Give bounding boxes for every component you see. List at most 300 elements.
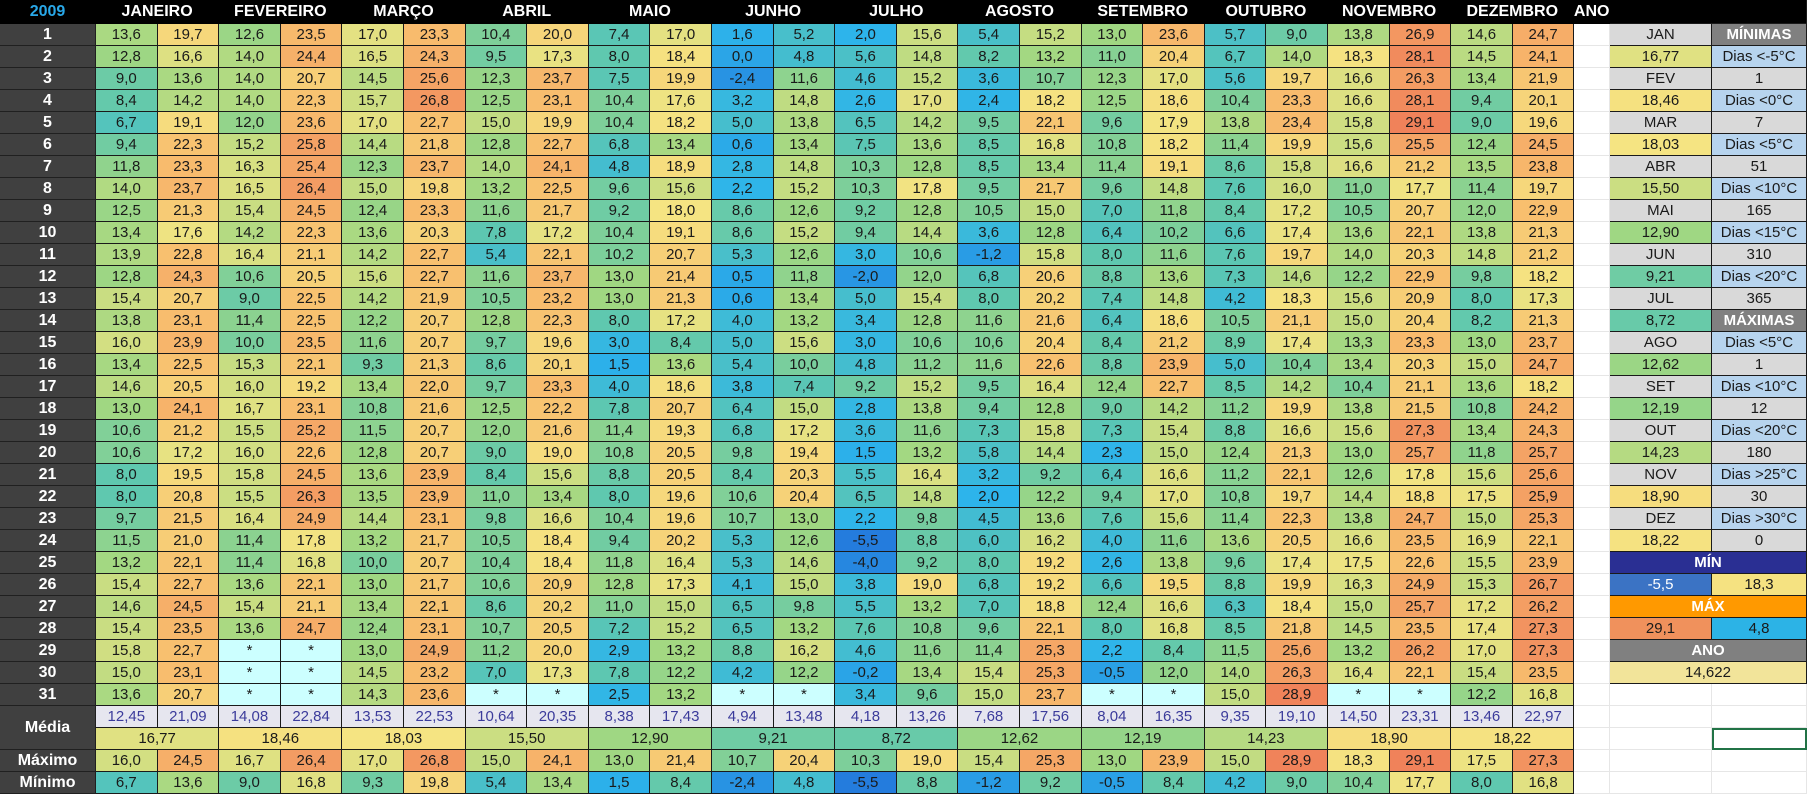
temperature-cell[interactable]: 15,2 xyxy=(1020,24,1082,46)
empty-cell[interactable] xyxy=(1574,442,1610,464)
temperature-cell[interactable]: 20,3 xyxy=(774,464,836,486)
temperature-cell[interactable]: 1,5 xyxy=(589,354,651,376)
temperature-cell[interactable]: 15,4 xyxy=(219,596,281,618)
temperature-cell[interactable]: 17,8 xyxy=(1390,464,1452,486)
temperature-cell[interactable]: 24,1 xyxy=(1513,46,1575,68)
month-average[interactable]: 12,62 xyxy=(1610,354,1712,376)
temperature-cell[interactable]: 22,1 xyxy=(1266,464,1328,486)
temperature-cell[interactable]: 11,6 xyxy=(342,332,404,354)
temperature-cell[interactable]: 15,0 xyxy=(1328,596,1390,618)
temperature-cell[interactable]: 11,0 xyxy=(1082,46,1144,68)
temperature-cell[interactable]: 22,3 xyxy=(1266,508,1328,530)
day-count[interactable]: 7 xyxy=(1712,112,1807,134)
temperature-cell[interactable]: 22,1 xyxy=(158,552,220,574)
empty-cell[interactable] xyxy=(1574,332,1610,354)
empty-cell[interactable] xyxy=(1574,178,1610,200)
temperature-cell[interactable]: 14,2 xyxy=(1143,398,1205,420)
temperature-cell[interactable]: 26,3 xyxy=(281,486,343,508)
temperature-cell[interactable]: 20,4 xyxy=(1143,46,1205,68)
empty-cell[interactable] xyxy=(1610,684,1712,706)
minimo-value[interactable]: 13,4 xyxy=(527,772,589,794)
temperature-cell[interactable]: 10,6 xyxy=(96,442,158,464)
month-label[interactable]: OUT xyxy=(1610,420,1712,442)
temperature-cell[interactable]: 15,8 xyxy=(1020,244,1082,266)
temperature-cell[interactable]: 13,0 xyxy=(589,288,651,310)
temperature-cell[interactable]: 10,5 xyxy=(466,530,528,552)
temperature-cell[interactable]: * xyxy=(1143,684,1205,706)
temperature-cell[interactable]: 13,6 xyxy=(342,464,404,486)
minimo-value[interactable]: 13,6 xyxy=(158,772,220,794)
temperature-cell[interactable]: 13,8 xyxy=(1328,508,1390,530)
empty-cell[interactable] xyxy=(1574,706,1610,728)
temperature-cell[interactable]: 16,3 xyxy=(219,156,281,178)
temperature-cell[interactable]: 9,6 xyxy=(1205,552,1267,574)
threshold-label[interactable]: Dias <-5°C xyxy=(1712,46,1807,68)
temperature-cell[interactable]: 21,3 xyxy=(1266,442,1328,464)
temperature-cell[interactable]: 13,8 xyxy=(897,398,959,420)
temperature-cell[interactable]: 6,0 xyxy=(958,530,1020,552)
temperature-cell[interactable]: 10,8 xyxy=(1082,134,1144,156)
temperature-cell[interactable]: 8,0 xyxy=(589,486,651,508)
temperature-cell[interactable]: * xyxy=(466,684,528,706)
temperature-cell[interactable]: 11,8 xyxy=(774,266,836,288)
temperature-cell[interactable]: 10,4 xyxy=(1205,90,1267,112)
temperature-cell[interactable]: 21,9 xyxy=(404,288,466,310)
temperature-cell[interactable]: 2,5 xyxy=(589,684,651,706)
temperature-cell[interactable]: 15,6 xyxy=(1451,464,1513,486)
temperature-cell[interactable]: 26,3 xyxy=(1390,68,1452,90)
maximo-value[interactable]: 16,7 xyxy=(219,750,281,772)
temperature-cell[interactable]: * xyxy=(527,684,589,706)
temperature-cell[interactable]: 13,0 xyxy=(1328,442,1390,464)
temperature-cell[interactable]: -2,0 xyxy=(835,266,897,288)
temperature-cell[interactable]: 23,9 xyxy=(1513,552,1575,574)
temperature-cell[interactable]: 20,1 xyxy=(1513,90,1575,112)
temperature-cell[interactable]: 24,3 xyxy=(1513,420,1575,442)
temperature-cell[interactable]: 15,6 xyxy=(1328,134,1390,156)
minimo-value[interactable]: 10,4 xyxy=(1328,772,1390,794)
media-value[interactable]: 13,46 xyxy=(1451,706,1513,728)
temperature-cell[interactable]: 10,5 xyxy=(1205,310,1267,332)
temperature-cell[interactable]: 25,3 xyxy=(1020,662,1082,684)
temperature-cell[interactable]: 10,4 xyxy=(589,222,651,244)
temperature-cell[interactable]: 12,6 xyxy=(1328,464,1390,486)
temperature-cell[interactable]: 15,6 xyxy=(1328,420,1390,442)
temperature-cell[interactable]: 12,2 xyxy=(650,662,712,684)
temperature-cell[interactable]: 8,5 xyxy=(1205,618,1267,640)
temperature-cell[interactable]: 14,6 xyxy=(96,596,158,618)
month-mean[interactable]: 15,50 xyxy=(466,728,589,750)
temperature-cell[interactable]: 21,3 xyxy=(1513,310,1575,332)
temperature-cell[interactable]: 23,6 xyxy=(1143,24,1205,46)
month-average[interactable]: 9,21 xyxy=(1610,266,1712,288)
temperature-cell[interactable]: 20,2 xyxy=(650,530,712,552)
temperature-cell[interactable]: 18,6 xyxy=(1143,310,1205,332)
temperature-cell[interactable]: 12,8 xyxy=(466,310,528,332)
temperature-cell[interactable]: 23,9 xyxy=(404,486,466,508)
temperature-cell[interactable]: 16,6 xyxy=(158,46,220,68)
temperature-cell[interactable]: 3,4 xyxy=(835,684,897,706)
temperature-cell[interactable]: 27,3 xyxy=(1513,618,1575,640)
temperature-cell[interactable]: 23,9 xyxy=(158,332,220,354)
month-average[interactable]: 18,90 xyxy=(1610,486,1712,508)
threshold-label[interactable]: Dias <10°C xyxy=(1712,376,1807,398)
temperature-cell[interactable]: 22,9 xyxy=(1513,200,1575,222)
temperature-cell[interactable]: 9,8 xyxy=(712,442,774,464)
temperature-cell[interactable]: 18,6 xyxy=(650,376,712,398)
temperature-cell[interactable]: 14,2 xyxy=(219,222,281,244)
temperature-cell[interactable]: 14,5 xyxy=(342,662,404,684)
temperature-cell[interactable]: 12,8 xyxy=(1020,398,1082,420)
temperature-cell[interactable]: 14,0 xyxy=(96,178,158,200)
empty-cell[interactable] xyxy=(1574,684,1610,706)
temperature-cell[interactable]: 8,0 xyxy=(1451,288,1513,310)
media-value[interactable]: 17,56 xyxy=(1020,706,1082,728)
temperature-cell[interactable]: 6,5 xyxy=(712,596,774,618)
month-label[interactable]: MAR xyxy=(1610,112,1712,134)
temperature-cell[interactable]: 9,4 xyxy=(1082,486,1144,508)
temperature-cell[interactable]: 17,2 xyxy=(650,310,712,332)
temperature-cell[interactable]: 20,7 xyxy=(404,442,466,464)
maximo-value[interactable]: 28,9 xyxy=(1266,750,1328,772)
temperature-cell[interactable]: -5,5 xyxy=(835,530,897,552)
empty-cell[interactable] xyxy=(1574,508,1610,530)
temperature-cell[interactable]: 24,5 xyxy=(158,596,220,618)
empty-cell[interactable] xyxy=(1712,772,1807,794)
temperature-cell[interactable]: 21,6 xyxy=(404,398,466,420)
temperature-cell[interactable]: 20,7 xyxy=(158,288,220,310)
temperature-cell[interactable]: 24,3 xyxy=(158,266,220,288)
temperature-cell[interactable]: 17,3 xyxy=(1513,288,1575,310)
month-label[interactable]: NOV xyxy=(1610,464,1712,486)
temperature-cell[interactable]: * xyxy=(774,684,836,706)
media-value[interactable]: 22,97 xyxy=(1513,706,1575,728)
temperature-cell[interactable]: 20,2 xyxy=(1020,288,1082,310)
month-mean[interactable]: 12,62 xyxy=(958,728,1081,750)
temperature-cell[interactable]: 15,4 xyxy=(96,574,158,596)
temperature-cell[interactable]: 19,9 xyxy=(1266,398,1328,420)
media-value[interactable]: 12,45 xyxy=(96,706,158,728)
minimo-value[interactable]: 16,8 xyxy=(281,772,343,794)
temperature-cell[interactable]: 13,6 xyxy=(342,222,404,244)
temperature-cell[interactable]: 9,7 xyxy=(466,376,528,398)
temperature-cell[interactable]: 23,4 xyxy=(1266,112,1328,134)
temperature-cell[interactable]: 16,7 xyxy=(219,398,281,420)
media-value[interactable]: 4,18 xyxy=(835,706,897,728)
temperature-cell[interactable]: 5,0 xyxy=(1205,354,1267,376)
temperature-cell[interactable]: 21,7 xyxy=(404,574,466,596)
temperature-cell[interactable]: 17,3 xyxy=(527,662,589,684)
annual-max-of-min[interactable]: 4,8 xyxy=(1712,618,1807,640)
temperature-cell[interactable]: 24,5 xyxy=(281,200,343,222)
temperature-cell[interactable]: 16,8 xyxy=(1020,134,1082,156)
temperature-cell[interactable]: 18,3 xyxy=(1328,46,1390,68)
temperature-cell[interactable]: 20,0 xyxy=(527,640,589,662)
temperature-cell[interactable]: 20,0 xyxy=(527,24,589,46)
temperature-cell[interactable]: 4,0 xyxy=(712,310,774,332)
temperature-cell[interactable]: 23,7 xyxy=(527,266,589,288)
temperature-cell[interactable]: 7,3 xyxy=(1082,420,1144,442)
temperature-cell[interactable]: 11,4 xyxy=(219,530,281,552)
temperature-cell[interactable]: 7,0 xyxy=(958,596,1020,618)
temperature-cell[interactable]: 14,5 xyxy=(342,68,404,90)
temperature-cell[interactable]: 3,6 xyxy=(958,222,1020,244)
temperature-cell[interactable]: 20,5 xyxy=(1266,530,1328,552)
temperature-cell[interactable]: 23,1 xyxy=(158,310,220,332)
temperature-cell[interactable]: 20,5 xyxy=(527,618,589,640)
empty-cell[interactable] xyxy=(1574,134,1610,156)
temperature-cell[interactable]: 14,2 xyxy=(1266,376,1328,398)
temperature-cell[interactable]: 8,4 xyxy=(96,90,158,112)
temperature-cell[interactable]: 13,6 xyxy=(96,684,158,706)
month-label[interactable]: FEV xyxy=(1610,68,1712,90)
temperature-cell[interactable]: 7,8 xyxy=(466,222,528,244)
temperature-cell[interactable]: 3,2 xyxy=(958,464,1020,486)
temperature-cell[interactable]: 11,2 xyxy=(897,354,959,376)
temperature-cell[interactable]: 8,4 xyxy=(712,464,774,486)
temperature-cell[interactable]: 12,4 xyxy=(1205,442,1267,464)
temperature-cell[interactable]: 12,8 xyxy=(589,574,651,596)
temperature-cell[interactable]: 24,4 xyxy=(281,46,343,68)
temperature-cell[interactable]: 18,4 xyxy=(1266,596,1328,618)
temperature-cell[interactable]: 15,8 xyxy=(219,464,281,486)
maximo-value[interactable]: 24,5 xyxy=(158,750,220,772)
temperature-cell[interactable]: 23,5 xyxy=(281,24,343,46)
temperature-cell[interactable]: 21,2 xyxy=(1513,244,1575,266)
temperature-cell[interactable]: 16,4 xyxy=(897,464,959,486)
temperature-cell[interactable]: 15,8 xyxy=(1020,420,1082,442)
temperature-cell[interactable]: 12,5 xyxy=(1082,90,1144,112)
month-average[interactable]: 18,03 xyxy=(1610,134,1712,156)
temperature-cell[interactable]: 20,3 xyxy=(1390,244,1452,266)
temperature-cell[interactable]: 14,2 xyxy=(342,244,404,266)
temperature-cell[interactable]: 10,8 xyxy=(1205,486,1267,508)
media-value[interactable]: 7,68 xyxy=(958,706,1020,728)
temperature-cell[interactable]: 13,4 xyxy=(1451,68,1513,90)
temperature-cell[interactable]: * xyxy=(1082,684,1144,706)
temperature-cell[interactable]: 12,8 xyxy=(342,442,404,464)
temperature-cell[interactable]: 23,6 xyxy=(404,684,466,706)
temperature-cell[interactable]: 28,1 xyxy=(1390,46,1452,68)
temperature-cell[interactable]: 12,2 xyxy=(1328,266,1390,288)
temperature-cell[interactable]: 12,2 xyxy=(774,662,836,684)
temperature-cell[interactable]: 2,2 xyxy=(835,508,897,530)
temperature-cell[interactable]: 8,0 xyxy=(96,464,158,486)
temperature-cell[interactable]: 2,0 xyxy=(958,486,1020,508)
temperature-cell[interactable]: 8,6 xyxy=(712,222,774,244)
day-count[interactable]: 365 xyxy=(1712,288,1807,310)
temperature-cell[interactable]: 21,3 xyxy=(404,354,466,376)
temperature-cell[interactable]: 19,4 xyxy=(774,442,836,464)
minimo-value[interactable]: 19,8 xyxy=(404,772,466,794)
temperature-cell[interactable]: 9,4 xyxy=(835,222,897,244)
temperature-cell[interactable]: 17,3 xyxy=(650,574,712,596)
temperature-cell[interactable]: 3,8 xyxy=(712,376,774,398)
temperature-cell[interactable]: 11,5 xyxy=(1205,640,1267,662)
temperature-cell[interactable]: 17,8 xyxy=(897,178,959,200)
temperature-cell[interactable]: 3,0 xyxy=(589,332,651,354)
temperature-cell[interactable]: 9,4 xyxy=(958,398,1020,420)
temperature-cell[interactable]: 17,0 xyxy=(342,112,404,134)
temperature-cell[interactable]: 15,2 xyxy=(219,134,281,156)
temperature-cell[interactable]: 20,5 xyxy=(281,266,343,288)
temperature-cell[interactable]: 9,5 xyxy=(466,46,528,68)
media-value[interactable]: 10,64 xyxy=(466,706,528,728)
temperature-cell[interactable]: 21,5 xyxy=(1390,398,1452,420)
temperature-cell[interactable]: 5,8 xyxy=(958,442,1020,464)
temperature-cell[interactable]: * xyxy=(1390,684,1452,706)
temperature-cell[interactable]: 21,1 xyxy=(1266,310,1328,332)
maximo-value[interactable]: 15,0 xyxy=(1205,750,1267,772)
temperature-cell[interactable]: 9,5 xyxy=(958,376,1020,398)
temperature-cell[interactable]: 22,5 xyxy=(281,310,343,332)
temperature-cell[interactable]: 8,8 xyxy=(589,464,651,486)
temperature-cell[interactable]: 16,2 xyxy=(1020,530,1082,552)
temperature-cell[interactable]: 15,6 xyxy=(1143,508,1205,530)
threshold-label[interactable]: Dias <20°C xyxy=(1712,420,1807,442)
temperature-cell[interactable]: 16,2 xyxy=(774,640,836,662)
minimo-value[interactable]: 8,8 xyxy=(897,772,959,794)
temperature-cell[interactable]: 12,3 xyxy=(1082,68,1144,90)
temperature-cell[interactable]: 16,0 xyxy=(219,442,281,464)
temperature-cell[interactable]: 19,0 xyxy=(527,442,589,464)
temperature-cell[interactable]: 15,7 xyxy=(342,90,404,112)
temperature-cell[interactable]: 13,4 xyxy=(774,288,836,310)
temperature-cell[interactable]: 8,4 xyxy=(466,464,528,486)
temperature-cell[interactable]: 24,7 xyxy=(1390,508,1452,530)
temperature-cell[interactable]: 13,6 xyxy=(1451,376,1513,398)
temperature-cell[interactable]: 24,7 xyxy=(1513,354,1575,376)
temperature-cell[interactable]: 23,6 xyxy=(281,112,343,134)
temperature-cell[interactable]: 24,9 xyxy=(1390,574,1452,596)
minimo-value[interactable]: 9,0 xyxy=(1266,772,1328,794)
temperature-cell[interactable]: 23,3 xyxy=(1266,90,1328,112)
temperature-cell[interactable]: 8,0 xyxy=(96,486,158,508)
empty-cell[interactable] xyxy=(1610,706,1712,728)
temperature-cell[interactable]: 12,6 xyxy=(774,200,836,222)
empty-cell[interactable] xyxy=(1610,772,1712,794)
temperature-cell[interactable]: 16,6 xyxy=(1143,464,1205,486)
temperature-cell[interactable]: 10,6 xyxy=(897,244,959,266)
temperature-cell[interactable]: 22,7 xyxy=(404,244,466,266)
temperature-cell[interactable]: 24,1 xyxy=(527,156,589,178)
temperature-cell[interactable]: 13,5 xyxy=(342,486,404,508)
empty-cell[interactable] xyxy=(1574,222,1610,244)
temperature-cell[interactable]: 9,6 xyxy=(958,618,1020,640)
maximo-value[interactable]: 16,0 xyxy=(96,750,158,772)
minimo-value[interactable]: 8,0 xyxy=(1451,772,1513,794)
temperature-cell[interactable]: 5,7 xyxy=(1205,24,1267,46)
temperature-cell[interactable]: 12,0 xyxy=(1143,662,1205,684)
temperature-cell[interactable]: 13,8 xyxy=(1328,24,1390,46)
threshold-label[interactable]: Dias >30°C xyxy=(1712,508,1807,530)
temperature-cell[interactable]: 20,5 xyxy=(158,376,220,398)
temperature-cell[interactable]: 6,8 xyxy=(958,266,1020,288)
minimo-value[interactable]: 9,0 xyxy=(219,772,281,794)
temperature-cell[interactable]: 18,3 xyxy=(1266,288,1328,310)
media-value[interactable]: 13,53 xyxy=(342,706,404,728)
temperature-cell[interactable]: 18,2 xyxy=(1513,266,1575,288)
empty-cell[interactable] xyxy=(1574,68,1610,90)
temperature-cell[interactable]: 7,6 xyxy=(1205,178,1267,200)
temperature-cell[interactable]: 22,7 xyxy=(1143,376,1205,398)
temperature-cell[interactable]: 17,5 xyxy=(1451,486,1513,508)
temperature-cell[interactable]: 2,8 xyxy=(835,398,897,420)
temperature-cell[interactable]: 14,8 xyxy=(1143,178,1205,200)
empty-cell[interactable] xyxy=(1610,728,1712,750)
temperature-cell[interactable]: 15,4 xyxy=(958,662,1020,684)
temperature-cell[interactable]: 20,7 xyxy=(404,310,466,332)
temperature-cell[interactable]: 26,4 xyxy=(281,178,343,200)
media-value[interactable]: 14,50 xyxy=(1328,706,1390,728)
temperature-cell[interactable]: 10,6 xyxy=(958,332,1020,354)
temperature-cell[interactable]: 14,5 xyxy=(1328,618,1390,640)
temperature-cell[interactable]: 22,7 xyxy=(158,574,220,596)
temperature-cell[interactable]: 18,8 xyxy=(1390,486,1452,508)
temperature-cell[interactable]: * xyxy=(1328,684,1390,706)
temperature-cell[interactable]: 12,4 xyxy=(1082,596,1144,618)
temperature-cell[interactable]: 19,5 xyxy=(1143,574,1205,596)
temperature-cell[interactable]: 15,8 xyxy=(1328,112,1390,134)
empty-cell[interactable] xyxy=(1574,288,1610,310)
minimo-value[interactable]: 9,3 xyxy=(342,772,404,794)
temperature-cell[interactable]: 19,7 xyxy=(1266,486,1328,508)
temperature-cell[interactable]: 22,1 xyxy=(281,354,343,376)
day-count[interactable]: 310 xyxy=(1712,244,1807,266)
day-count[interactable]: 12 xyxy=(1712,398,1807,420)
temperature-cell[interactable]: 23,3 xyxy=(1390,332,1452,354)
minimo-value[interactable]: 4,8 xyxy=(774,772,836,794)
temperature-cell[interactable]: 24,3 xyxy=(404,46,466,68)
temperature-cell[interactable]: 10,4 xyxy=(589,112,651,134)
temperature-cell[interactable]: 21,7 xyxy=(1020,178,1082,200)
temperature-cell[interactable]: 10,6 xyxy=(712,486,774,508)
temperature-cell[interactable]: 13,6 xyxy=(1205,530,1267,552)
media-value[interactable]: 17,43 xyxy=(650,706,712,728)
temperature-cell[interactable]: 22,2 xyxy=(527,398,589,420)
month-label[interactable]: DEZ xyxy=(1610,508,1712,530)
minimo-value[interactable]: -5,5 xyxy=(835,772,897,794)
temperature-cell[interactable]: 22,1 xyxy=(1390,222,1452,244)
temperature-cell[interactable]: 22,3 xyxy=(281,222,343,244)
temperature-cell[interactable]: 5,6 xyxy=(835,46,897,68)
empty-cell[interactable] xyxy=(1574,530,1610,552)
temperature-cell[interactable]: 17,2 xyxy=(1266,200,1328,222)
temperature-cell[interactable]: 25,5 xyxy=(1390,134,1452,156)
temperature-cell[interactable]: 13,6 xyxy=(1143,266,1205,288)
temperature-cell[interactable]: 23,8 xyxy=(1513,156,1575,178)
temperature-cell[interactable]: 11,4 xyxy=(1082,156,1144,178)
temperature-cell[interactable]: 14,8 xyxy=(1451,244,1513,266)
temperature-cell[interactable]: 9,7 xyxy=(466,332,528,354)
temperature-cell[interactable]: 16,9 xyxy=(1451,530,1513,552)
maximo-value[interactable]: 26,8 xyxy=(404,750,466,772)
temperature-cell[interactable]: 17,0 xyxy=(342,24,404,46)
temperature-cell[interactable]: 19,1 xyxy=(650,222,712,244)
temperature-cell[interactable]: 17,6 xyxy=(158,222,220,244)
temperature-cell[interactable]: 16,6 xyxy=(1328,530,1390,552)
temperature-cell[interactable]: 9,6 xyxy=(897,684,959,706)
temperature-cell[interactable]: 23,3 xyxy=(158,156,220,178)
temperature-cell[interactable]: 18,2 xyxy=(1143,134,1205,156)
temperature-cell[interactable]: 15,4 xyxy=(96,618,158,640)
temperature-cell[interactable]: 13,6 xyxy=(96,24,158,46)
empty-cell[interactable] xyxy=(1574,596,1610,618)
temperature-cell[interactable]: 14,0 xyxy=(219,68,281,90)
maximo-value[interactable]: 15,4 xyxy=(958,750,1020,772)
temperature-cell[interactable]: 10,4 xyxy=(1266,354,1328,376)
temperature-cell[interactable]: 23,1 xyxy=(404,508,466,530)
